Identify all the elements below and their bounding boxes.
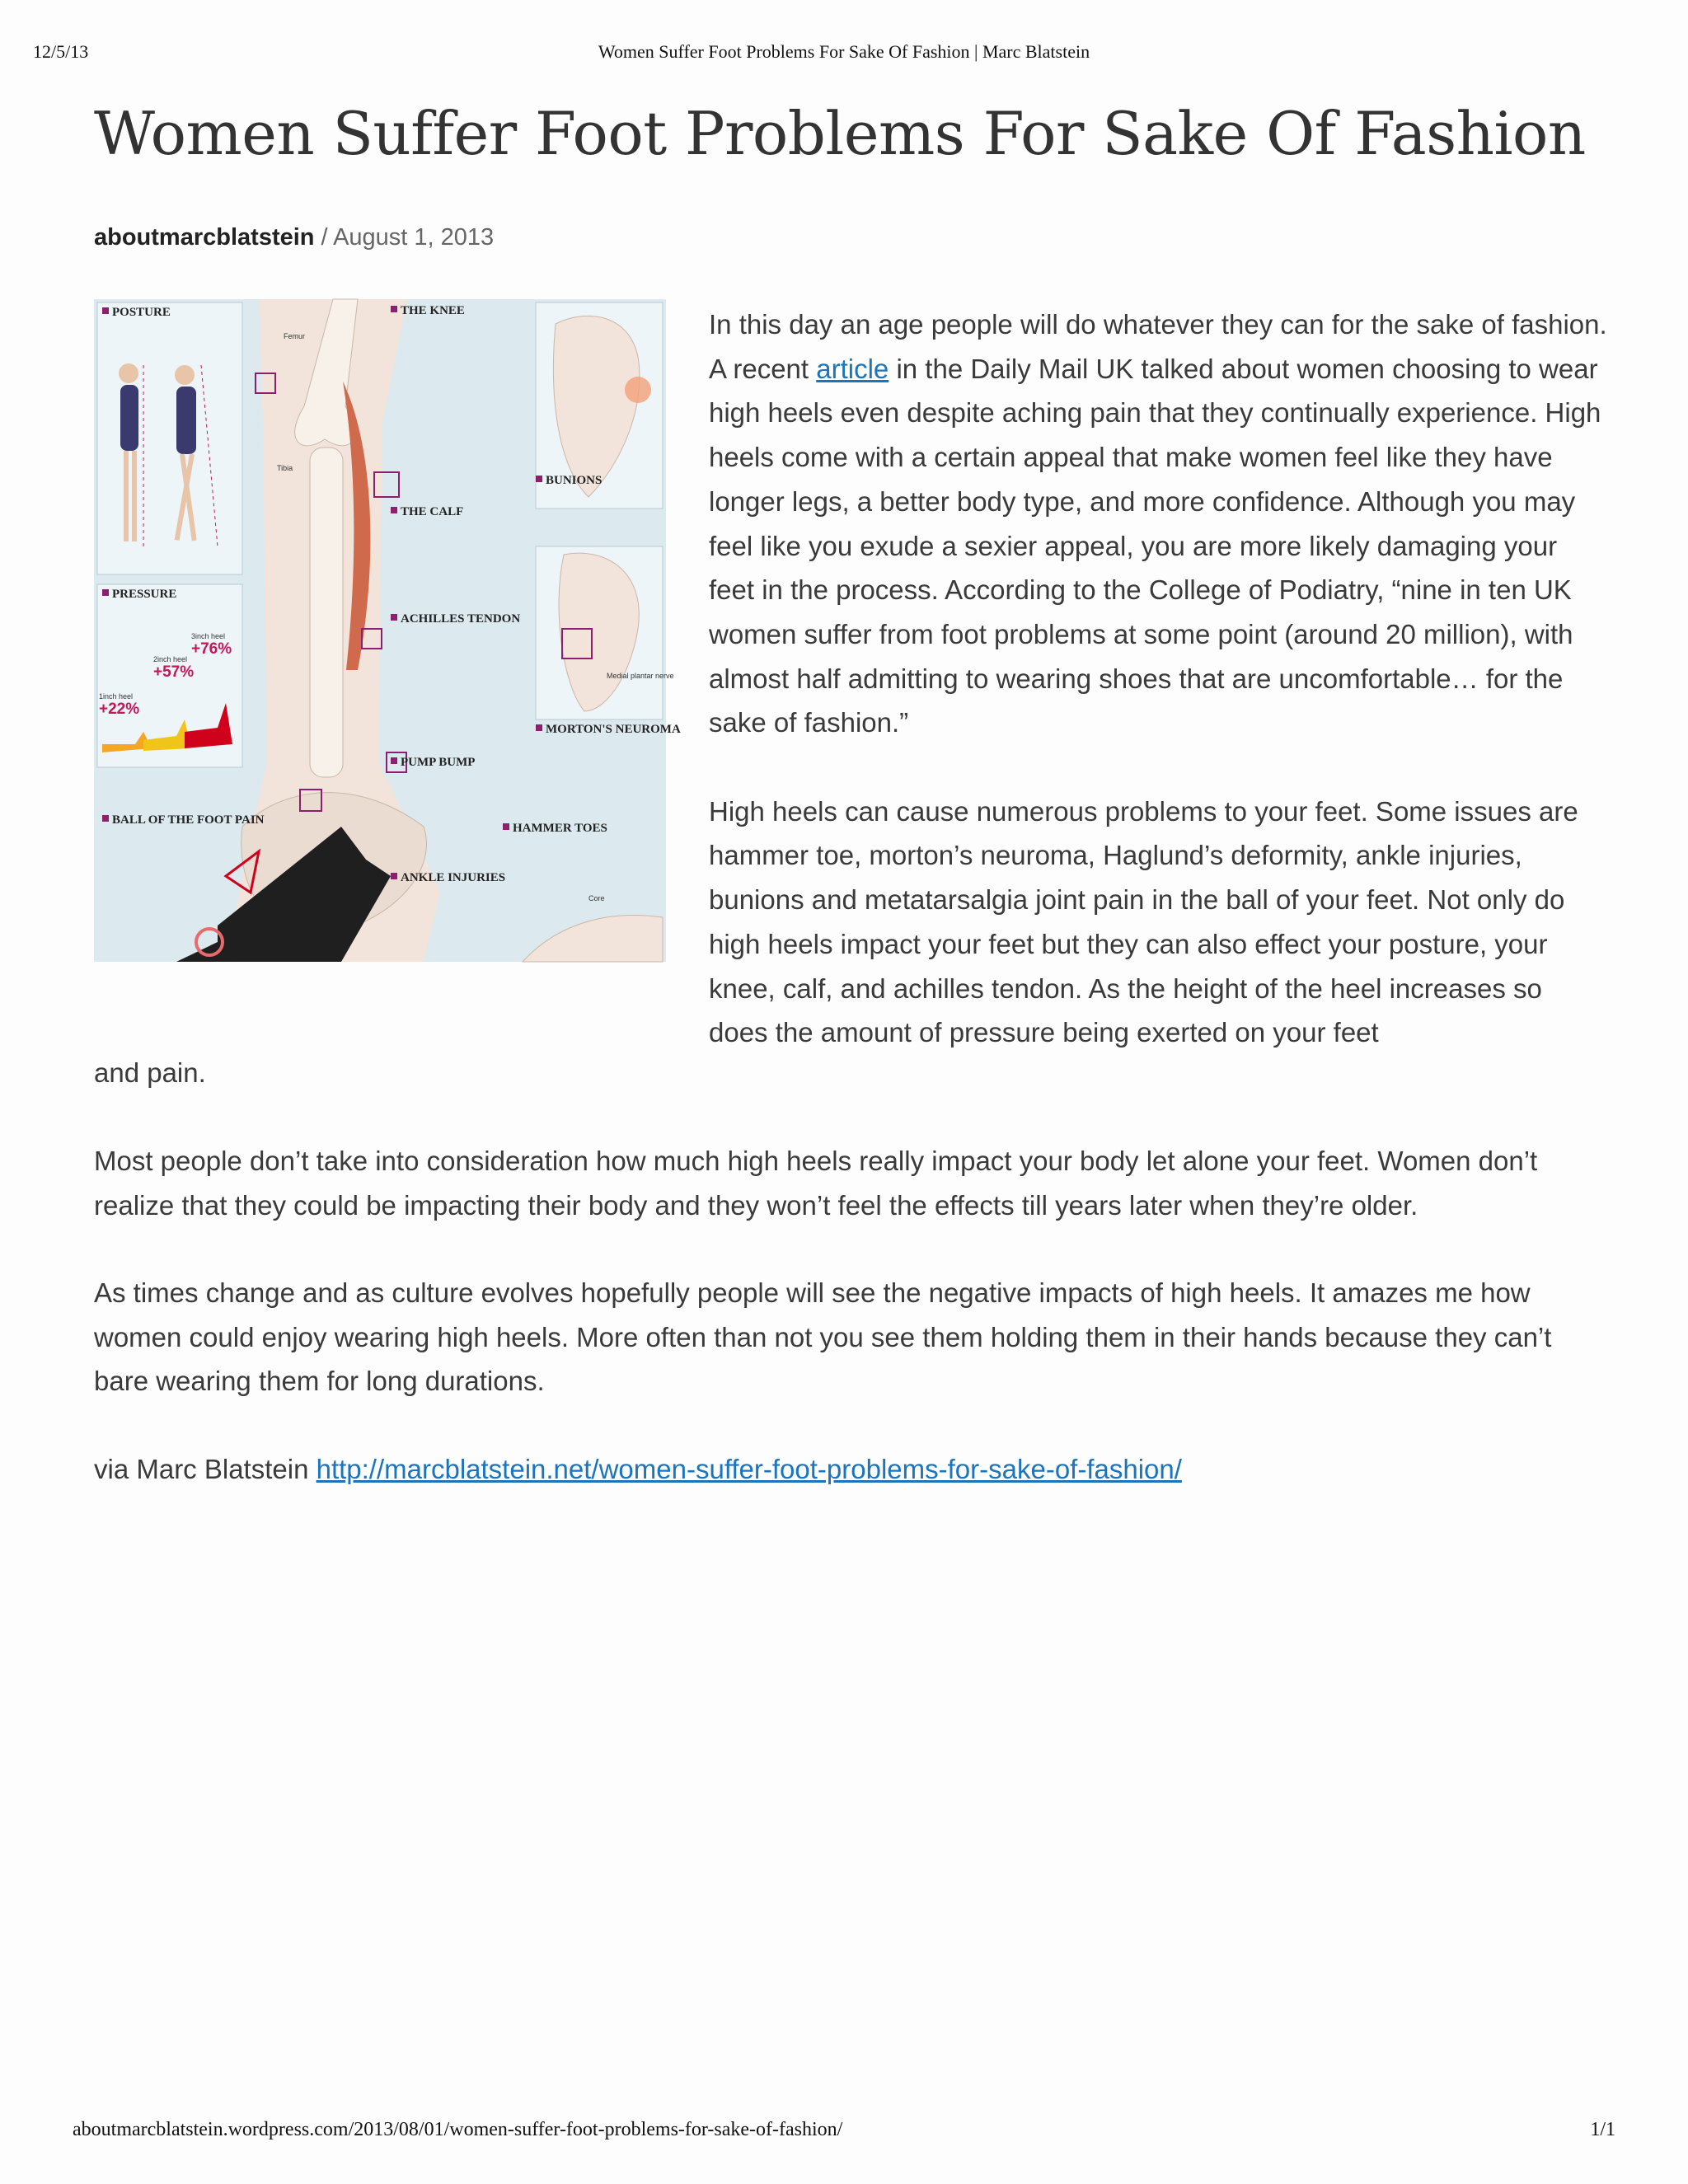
label-posture: POSTURE [112, 306, 171, 319]
label-calf: THE CALF [401, 505, 464, 518]
pct-2inch: +57% [153, 663, 195, 681]
meta-separator: / [314, 224, 334, 251]
label-femur: Femur [284, 332, 306, 340]
label-hammer-toes: HAMMER TOES [513, 822, 607, 835]
paragraph-2: High heels can cause numerous problems to your feet. Some issues are hammer toe, morton’s neuroma, Haglund’s deformity, ankle injuries, bunions and metatarsalgia joint pain in the ball of your feet. Not only do high heels impact your feet but they can also effect your posture, your knee, calf, and achilles tendon. As the height of the heel increases so does the amount of pressure being exerted on your feet [709, 795, 1578, 1048]
page-number: 1/1 [1590, 2119, 1615, 2140]
via-line: via Marc Blatstein http://marcblatstein.net/women-suffer-foot-problems-for-sake-of-fashion/ [94, 1454, 1182, 1484]
print-footer [0, 2119, 1688, 2149]
label-knee: THE KNEE [401, 304, 465, 317]
author-link[interactable]: aboutmarcblatstein [94, 224, 315, 251]
article-intro-column [709, 302, 1607, 1055]
label-medial-nerve: Medial plantar nerve [607, 672, 674, 680]
print-page-title: Women Suffer Foot Problems For Sake Of Fashion | Marc Blatstein [598, 41, 1090, 62]
publish-date: August 1, 2013 [333, 224, 495, 251]
daily-mail-article-link[interactable]: article [816, 353, 889, 384]
label-1inch-heel: 1inch heel [99, 692, 134, 701]
label-ankle: ANKLE INJURIES [401, 871, 506, 884]
article-meta [94, 224, 494, 251]
print-header [0, 41, 1688, 71]
pct-3inch: +76% [191, 640, 232, 658]
label-tibia: Tibia [277, 464, 293, 472]
foot-problems-infographic [94, 299, 681, 962]
label-pressure: PRESSURE [112, 588, 177, 601]
paragraph-3: Most people don’t take into consideration how much high heels really impact your body let alone your feet. Women don’t realize that they could be impacting their body and they won’t feel the effects till years later when they’re older. [94, 1146, 1538, 1221]
label-pump-bump: PUMP BUMP [401, 756, 476, 769]
label-bunions: BUNIONS [546, 474, 603, 487]
pct-1inch: +22% [99, 701, 140, 718]
label-mortons: MORTON'S NEUROMA [546, 723, 681, 736]
paragraph-1: In this day an age people will do whatever they can for the sake of fashion. A recent article in the Daily Mail UK talked about women choosing to wear high heels even despite aching pain that they continually experience. High heels come with a certain appeal that make women feel like they have longer legs, a better body type, and more confidence. Although you may feel like you exude a sexier appeal, you are more likely damaging your feet in the process. According to the College of Podiatry, “nine in ten UK women suffer from foot problems at some point (around 20 million), with almost half admitting to wearing shoes that are uncomfortable… for the sake of fashion.” [709, 309, 1607, 738]
article-title: Women Suffer Foot Problems For Sake Of Fashion [94, 99, 1586, 168]
print-date: 12/5/13 [33, 41, 89, 62]
label-ball-of-foot: BALL OF THE FOOT PAIN [112, 813, 265, 827]
label-core: Core [588, 894, 605, 902]
label-2inch-heel: 2inch heel [153, 655, 188, 663]
label-achilles: ACHILLES TENDON [401, 612, 521, 626]
label-3inch-heel: 3inch heel [191, 632, 226, 640]
paragraph-2-end: and pain. [94, 1057, 206, 1088]
footer-url: aboutmarcblatstein.wordpress.com/2013/08/01/women-suffer-foot-problems-for-sake-of-fashion/ [73, 2119, 843, 2140]
source-url-link[interactable]: http://marcblatstein.net/women-suffer-foot-problems-for-sake-of-fashion/ [316, 1454, 1182, 1484]
paragraph-4: As times change and as culture evolves hopefully people will see the negative impacts of high heels. It amazes me how women could enjoy wearing high heels. More often than not you see them holding them in their hands because they can’t bare wearing them for long durations. [94, 1277, 1552, 1397]
